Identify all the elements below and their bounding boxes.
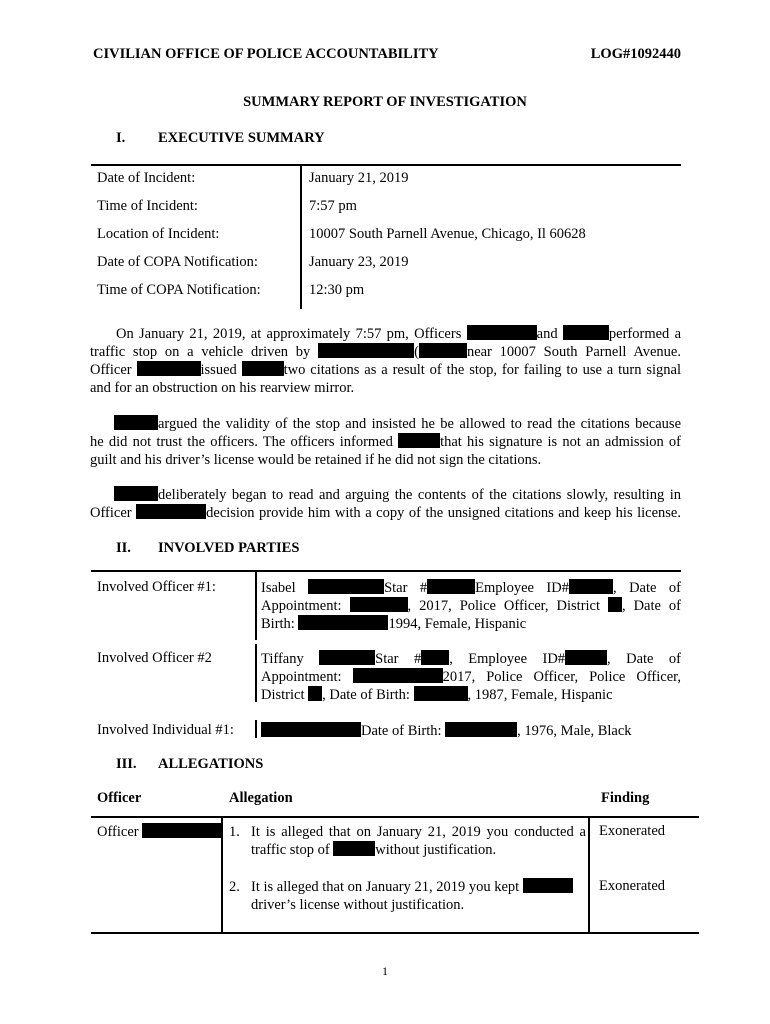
- allegation-finding: Exonerated: [599, 878, 666, 894]
- page-number: 1: [382, 964, 388, 978]
- party-details-officer-1: [261, 579, 681, 633]
- party-label: Involved Individual #1:: [97, 722, 234, 738]
- redaction-bar: [419, 343, 467, 358]
- text-fragment: (: [414, 344, 419, 360]
- log-number: LOG#1092440: [590, 46, 681, 62]
- text-fragment: two citations as a result of the stop, for failing to use a turn signal: [283, 362, 682, 378]
- executive-summary-table: [91, 164, 681, 309]
- allegation-text: [251, 878, 586, 914]
- narrative-paragraph-2: [90, 415, 681, 469]
- redaction-bar: [467, 325, 537, 340]
- text-fragment: Isabel: [261, 580, 296, 596]
- allegation-text: [251, 823, 586, 859]
- allegation-officer: [97, 823, 222, 841]
- text-line: [261, 668, 681, 686]
- text-line: [90, 504, 681, 522]
- redaction-bar: [319, 650, 375, 665]
- text-fragment: Officer: [90, 505, 132, 521]
- allegation-number: 2.: [229, 879, 240, 895]
- redaction-bar: [523, 878, 573, 893]
- text-fragment: argued the validity of the stop and insisted he be allowed to read the citations because: [158, 416, 681, 432]
- page-header: [93, 46, 681, 66]
- text-fragment: Appointment:: [261, 669, 342, 685]
- text-line: [90, 433, 681, 451]
- allegations-table: [91, 816, 699, 934]
- text-fragment: , Date of: [612, 580, 681, 596]
- text-fragment: Tiffany: [261, 651, 304, 667]
- redaction-bar: [333, 841, 375, 856]
- text-fragment: Birth:: [261, 616, 295, 632]
- summary-row-date-of-incident: [91, 166, 681, 194]
- redaction-bar: [114, 486, 158, 501]
- text-line: [251, 823, 586, 841]
- text-fragment: , Date of: [607, 651, 681, 667]
- text-fragment: District: [261, 687, 305, 703]
- allegation-finding: Exonerated: [599, 823, 666, 839]
- redaction-bar: [308, 686, 322, 701]
- summary-value: 10007 South Parnell Avenue, Chicago, Il 60628: [309, 226, 586, 242]
- text-line: [90, 451, 681, 469]
- text-fragment: Officer: [97, 824, 139, 840]
- table-divider: [255, 720, 257, 738]
- section-number: I.: [116, 130, 126, 146]
- text-fragment: near 10007 South Parnell Avenue.: [466, 344, 681, 360]
- summary-value: 12:30 pm: [309, 282, 365, 298]
- text-fragment: , 2017, Police Officer, District: [407, 598, 601, 614]
- summary-value: January 21, 2019: [309, 170, 409, 186]
- redaction-bar: [142, 823, 222, 838]
- section-heading-executive-summary: [116, 130, 325, 147]
- section-heading-involved-parties: [116, 540, 299, 557]
- summary-label: Time of Incident:: [97, 198, 198, 214]
- text-line: [90, 415, 681, 433]
- text-fragment: issued: [200, 362, 237, 378]
- text-fragment: It is alleged that on January 21, 2019 you kept: [251, 879, 520, 895]
- redaction-bar: [563, 325, 609, 340]
- redaction-bar: [137, 361, 201, 376]
- text-fragment: Officer: [90, 362, 132, 378]
- redaction-bar: [445, 722, 517, 737]
- text-fragment: that his signature is not an admission of: [440, 434, 682, 450]
- text-fragment: Date of Birth:: [361, 723, 442, 739]
- redaction-bar: [350, 597, 408, 612]
- text-fragment: , Date of: [622, 598, 682, 614]
- text-line: [90, 486, 681, 504]
- summary-value: 7:57 pm: [309, 198, 357, 214]
- column-header-allegation: Allegation: [229, 790, 293, 806]
- text-line: [251, 896, 586, 914]
- redaction-bar: [318, 343, 414, 358]
- summary-label: Date of COPA Notification:: [97, 254, 258, 270]
- text-fragment: decision provide him with a copy of the unsigned citations and keep his license.: [206, 505, 681, 521]
- redaction-bar: [308, 579, 384, 594]
- text-fragment: traffic stop on a vehicle driven by: [90, 344, 311, 360]
- summary-value: January 23, 2019: [309, 254, 409, 270]
- section-title: EXECUTIVE SUMMARY: [158, 130, 325, 146]
- text-fragment: he did not trust the officers. The officers informed: [90, 434, 393, 450]
- text-fragment: Star #: [375, 651, 422, 667]
- section-number: II.: [116, 540, 131, 556]
- text-fragment: , 1976, Male, Black: [517, 723, 632, 739]
- table-divider: [255, 572, 257, 640]
- text-fragment: deliberately began to read and arguing the contents of the citations slowly, resulting in: [158, 487, 681, 503]
- redaction-bar: [569, 579, 613, 594]
- redaction-bar: [427, 579, 475, 594]
- summary-label: Location of Incident:: [97, 226, 220, 242]
- summary-row-time-of-incident: [91, 194, 681, 222]
- summary-label: Date of Incident:: [97, 170, 196, 186]
- redaction-bar: [608, 597, 622, 612]
- text-fragment: Employee ID#: [475, 580, 569, 596]
- text-line: [251, 841, 586, 859]
- section-heading-allegations: [116, 756, 263, 773]
- redaction-bar: [114, 415, 158, 430]
- text-line: [90, 361, 681, 379]
- text-fragment: On January 21, 2019, at approximately 7:57 pm, Officers: [116, 326, 462, 342]
- report-title: SUMMARY REPORT OF INVESTIGATION: [243, 94, 527, 110]
- redaction-bar: [353, 668, 443, 683]
- column-header-officer: Officer: [97, 790, 142, 806]
- text-line: [261, 615, 681, 633]
- table-divider: [588, 818, 590, 932]
- narrative-paragraph-1: [90, 325, 681, 397]
- text-line: [261, 597, 681, 615]
- text-line: [90, 379, 681, 397]
- redaction-bar: [414, 686, 468, 701]
- redaction-bar: [261, 722, 361, 737]
- text-fragment: driver’s license without justification.: [251, 897, 465, 913]
- text-fragment: guilt and his driver’s license would be retained if he did not sign the citations.: [90, 452, 542, 468]
- summary-row-date-of-notification: [91, 250, 681, 278]
- redaction-bar: [421, 650, 449, 665]
- column-header-finding: Finding: [601, 790, 650, 806]
- allegations-header-row: [91, 790, 681, 812]
- text-fragment: 1994, Female, Hispanic: [388, 616, 527, 632]
- text-fragment: It is alleged that on January 21, 2019 you conducted a: [251, 824, 586, 840]
- allegation-number: 1.: [229, 824, 240, 840]
- text-fragment: Appointment:: [261, 598, 342, 614]
- section-title: ALLEGATIONS: [158, 756, 264, 772]
- involved-parties-table: [91, 570, 681, 742]
- text-line: [261, 722, 681, 740]
- text-line: [261, 686, 681, 704]
- text-line: [90, 325, 681, 343]
- text-fragment: and: [536, 326, 558, 342]
- agency-name: CIVILIAN OFFICE OF POLICE ACCOUNTABILITY: [93, 46, 439, 62]
- text-fragment: without justification.: [375, 842, 497, 858]
- text-fragment: performed a: [608, 326, 682, 342]
- text-line: [251, 878, 586, 896]
- narrative-paragraph-3: [90, 486, 681, 522]
- redaction-bar: [298, 615, 388, 630]
- redaction-bar: [136, 504, 206, 519]
- text-fragment: 2017, Police Officer, Police Officer,: [442, 669, 682, 685]
- summary-label: Time of COPA Notification:: [97, 282, 261, 298]
- party-details-individual-1: [261, 722, 681, 740]
- text-fragment: , Employee ID#: [449, 651, 566, 667]
- redaction-bar: [565, 650, 607, 665]
- section-title: INVOLVED PARTIES: [158, 540, 300, 556]
- text-fragment: , Date of Birth:: [322, 687, 410, 703]
- redaction-bar: [242, 361, 284, 376]
- summary-row-location: [91, 222, 681, 250]
- party-label: Involved Officer #2: [97, 650, 212, 666]
- text-fragment: and for an obstruction on his rearview mirror.: [90, 380, 355, 396]
- section-number: III.: [116, 756, 137, 772]
- text-fragment: , 1987, Female, Hispanic: [467, 687, 613, 703]
- redaction-bar: [398, 433, 440, 448]
- party-label: Involved Officer #1:: [97, 579, 216, 595]
- text-line: [90, 343, 681, 361]
- summary-row-time-of-notification: [91, 278, 681, 306]
- text-fragment: Star #: [384, 580, 428, 596]
- text-line: [261, 650, 681, 668]
- text-fragment: traffic stop of: [251, 842, 330, 858]
- table-divider: [255, 644, 257, 702]
- text-line: [261, 579, 681, 597]
- party-details-officer-2: [261, 650, 681, 704]
